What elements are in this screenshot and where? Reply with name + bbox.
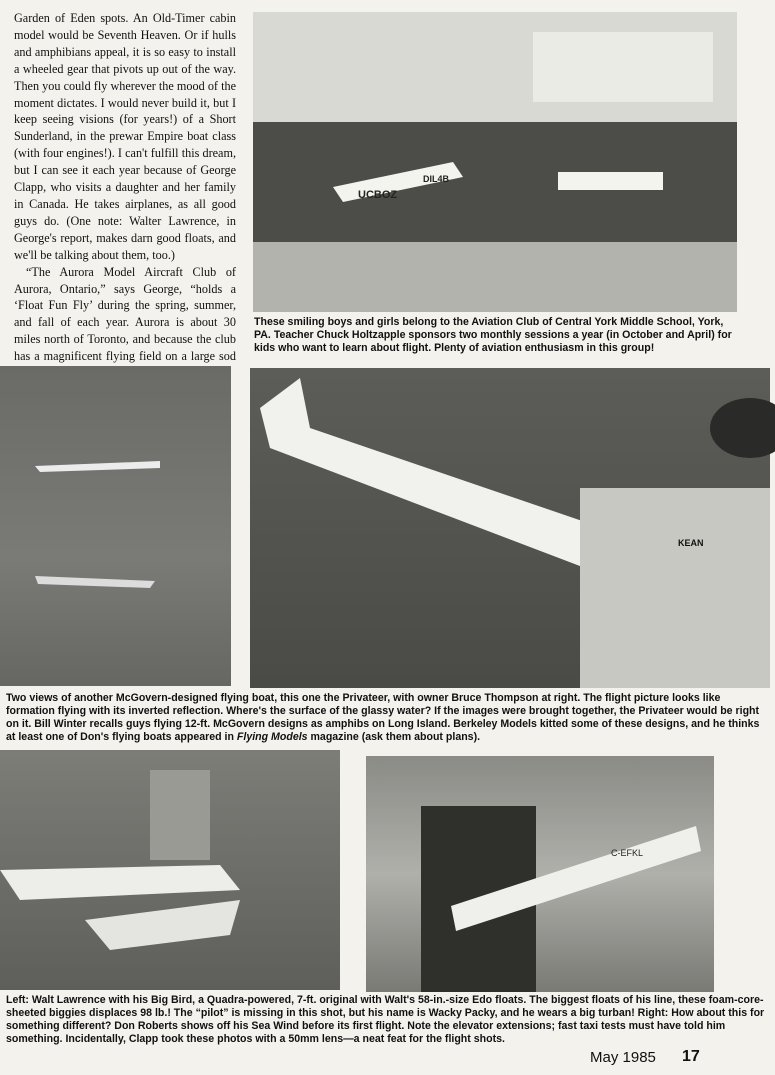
wing-lettering-right: DIL4B [423,174,450,184]
privateer-caption-tail: magazine (ask them about plans). [307,731,481,743]
privateer-owner-photo [250,368,770,688]
article-paragraph-2: “The Aurora Model Aircraft Club of Aurora, Ontario,” says George, “holds a ‘Float Fun Fly’ during the spring, summer, and fall of each year. Aurora is about 30 miles north of Toronto, and because the club has a magnificent flying field on a large sod [14,264,236,364]
privateer-caption-text: Two views of another McGovern-designed flying boat, this one the Privateer, with owner Bruce Thompson at right. The flight picture looks like formation flying with its inverted reflection. Where's the surface of the glassy water? If the images were brought together, the Privateer would be right on it. Bill Winter recalls guys flying 12-ft. McGovern designs as amphibs on Long Island. Berkeley Models kitted some of these designs, and he thinks at least one of Don's flying boats appeared in [6,692,760,743]
sea-wind-photo [366,756,714,992]
privateer-caption-magazine: Flying Models [236,731,308,743]
classroom-caption: These smiling boys and girls belong to the Aviation Club of Central York Middle School, York, PA. Teacher Chuck Holtzapple sponsors two monthly sessions a year (in October and April) for kids who want to learn about flight. Plenty of aviation enthusiasm in this group! [254,316,732,354]
privateer-flight-photo [0,366,231,686]
article-paragraph-1: Garden of Eden spots. An Old-Timer cabin model would be Seventh Heaven. Or if hulls and amphibians appeal, it is so easy to install a wheeled gear that pivots up out of the way. Then you could fly wherever the mood of the moment dictates. I would never build it, but I keep seeing visions (for years!) of a Short Sunderland, in the prewar Empire boat class (with four engines!). I can't fulfill this dream, but I can see it each year because of George Clapp, who visits a daughter and her family in Canada. He takes airplanes, as all good guys do. (One note: Walter Lawrence, in George's report, makes darn good floats, and we'll be talking about them, too.) [14,11,236,262]
privateer-caption [6,692,766,744]
page-number: 17 [682,1048,700,1065]
registration-lettering: C-EFKL [611,848,644,858]
shirt-patch-lettering: KEAN [678,538,704,548]
wing-lettering-left: UCBOZ [358,189,398,201]
article-column [14,10,236,364]
big-bird-photo [0,750,340,990]
classroom-photo [253,12,737,312]
bottom-caption: Left: Walt Lawrence with his Big Bird, a Quadra-powered, 7-ft. original with Walt's 58-in.-size Edo floats. The biggest floats of his line, these foam-core-sheeted biggies displaces 98 lb.! The “pilot” is missing in this shot, but his name is Wacky Packy, and he wears a big turban! Right: How about this for something different? Don Roberts shows off his Sea Wind before its first flight. Note the elevator extensions; fast taxi tests must have told him something. Incidentally, Clapp took these photos with a 50mm lens—a neat feat for the flight shots. [6,994,765,1045]
issue-date: May 1985 [590,1049,656,1066]
